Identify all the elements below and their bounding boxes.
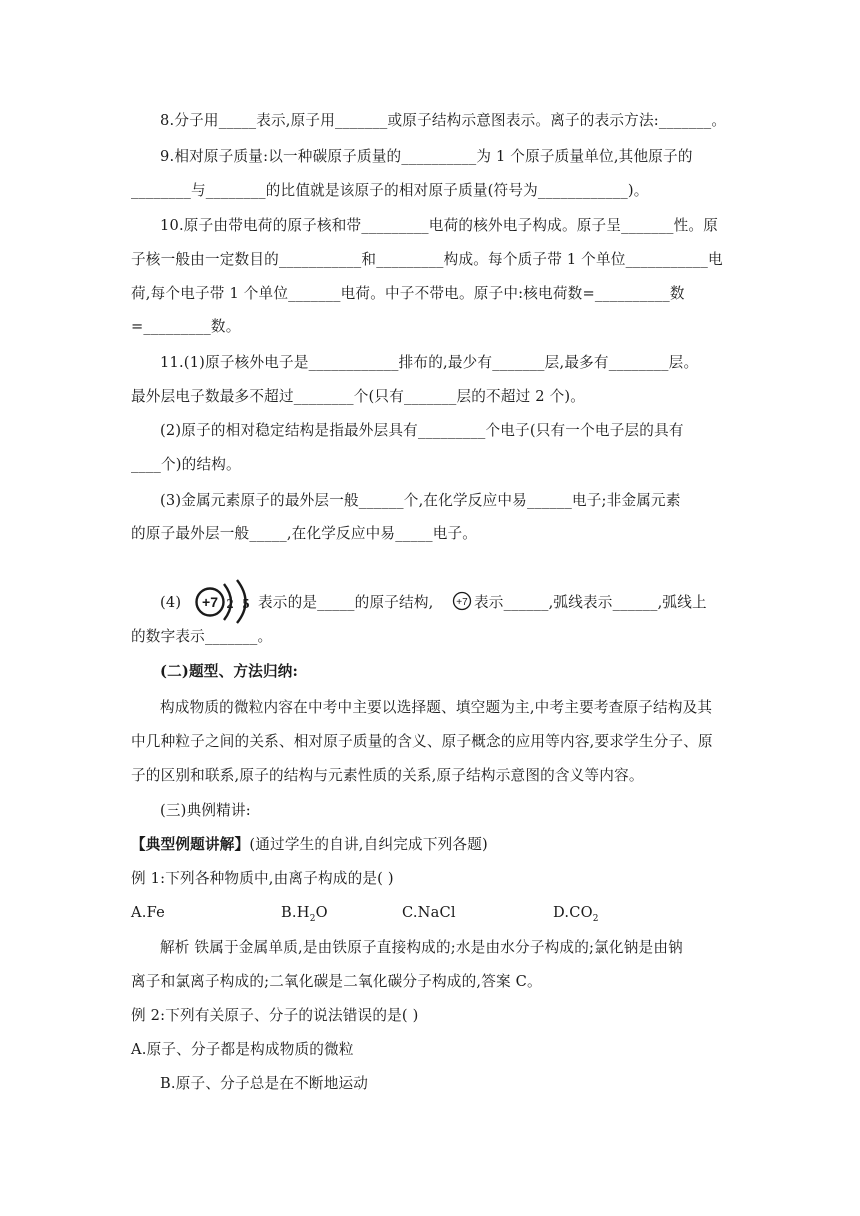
question-11-2-line-1: (2)原子的相对稳定结构是指最外层具有_________个电子(只有一个电子层的具有 — [160, 422, 684, 439]
nucleus-charge-label: +7 — [202, 594, 218, 610]
example-1-options — [131, 903, 611, 925]
example-2-option-a: A.原子、分子都是构成物质的微粒 — [131, 1041, 354, 1058]
typical-example-label: 【典型例题讲解】 — [131, 836, 250, 853]
shell-2-electron-count: 5 — [242, 597, 250, 612]
question-10-line-4: =_________数。 — [131, 318, 241, 335]
question-9-line-2: ________与________的比值就是该原子的相对原子质量(符号为____________)。 — [131, 182, 649, 199]
question-11-4-text-2: 表示______,弧线表示______,弧线上 — [474, 594, 707, 611]
question-9-line-1: 9.相对原子质量:以一种碳原子质量的__________为 1 个原子质量单位,其他原子的 — [160, 148, 693, 165]
example-1-option-c: C.NaCl — [402, 904, 456, 921]
question-11-4-text: 表示的是_____的原子结构, — [258, 594, 434, 611]
typical-example-note: (通过学生的自讲,自纠完成下列各题) — [249, 836, 488, 853]
section-3-title: (三)典例精讲: — [160, 802, 251, 819]
question-10-line-1: 10.原子由带电荷的原子核和带_________电荷的核外电子构成。原子呈_______性。原 — [160, 217, 718, 234]
example-1-option-d: $D.CO_2$ — [553, 904, 599, 924]
small-nucleus-label: +7 — [456, 597, 468, 608]
question-11-1-line-1: 11.(1)原子核外电子是____________排布的,最少有_______层,最多有________层。 — [160, 354, 699, 371]
section-2-title: (二)题型、方法归纳: — [160, 663, 299, 680]
shell-1-electron-count: 2 — [226, 597, 234, 612]
example-1-option-b: $B.H_2O$ — [281, 904, 328, 924]
typical-example-heading — [131, 835, 488, 855]
question-11-4-line-2: 的数字表示_______。 — [131, 628, 273, 645]
question-11-3-line-2: 的原子最外层一般_____,在化学反应中易_____电子。 — [131, 525, 478, 542]
example-1-question: 例 1:下列各种物质中,由离子构成的是( ) — [131, 870, 394, 887]
example-2-option-b: B.原子、分子总是在不断地运动 — [160, 1075, 369, 1092]
atom-structure-diagram — [192, 576, 260, 624]
question-8: 8.分子用_____表示,原子用_______或原子结构示意图表示。离子的表示方法:_______。 — [160, 112, 727, 129]
example-1-option-a: A.Fe — [131, 904, 165, 921]
question-11-3-line-1: (3)金属元素原子的最外层一般______个,在化学反应中易______电子;非金属元素 — [160, 492, 681, 509]
question-10-line-2: 子核一般由一定数目的___________和_________构成。每个质子带 1 个单位___________电 — [131, 251, 723, 268]
example-1-analysis-line-2: 离子和氯离子构成的;二氧化碳是二氧化碳分子构成的,答案 C。 — [131, 973, 542, 990]
question-10-line-3: 荷,每个电子带 1 个单位_______电荷。中子不带电。原子中:核电荷数=__________数 — [131, 285, 685, 302]
question-11-4-prefix: (4) — [160, 594, 182, 611]
section-2-paragraph-line-3: 子的区别和联系,原子的结构与元素性质的关系,原子结构示意图的含义等内容。 — [131, 767, 644, 784]
small-nucleus-icon — [452, 590, 472, 612]
example-2-question: 例 2:下列有关原子、分子的说法错误的是( ) — [131, 1007, 419, 1024]
question-11-2-line-2: ____个)的结构。 — [131, 456, 241, 473]
section-2-paragraph-line-1: 构成物质的微粒内容在中考中主要以选择题、填空题为主,中考主要考查原子结构及其 — [160, 699, 713, 716]
section-2-paragraph-line-2: 中几种粒子之间的关系、相对原子质量的含义、原子概念的应用等内容,要求学生分子、原 — [131, 733, 713, 750]
question-11-1-line-2: 最外层电子数最多不超过________个(只有_______层的不超过 2 个)。 — [131, 388, 586, 405]
example-1-analysis-line-1: 解析 铁属于金属单质,是由铁原子直接构成的;水是由水分子构成的;氯化钠是由钠 — [160, 939, 683, 956]
